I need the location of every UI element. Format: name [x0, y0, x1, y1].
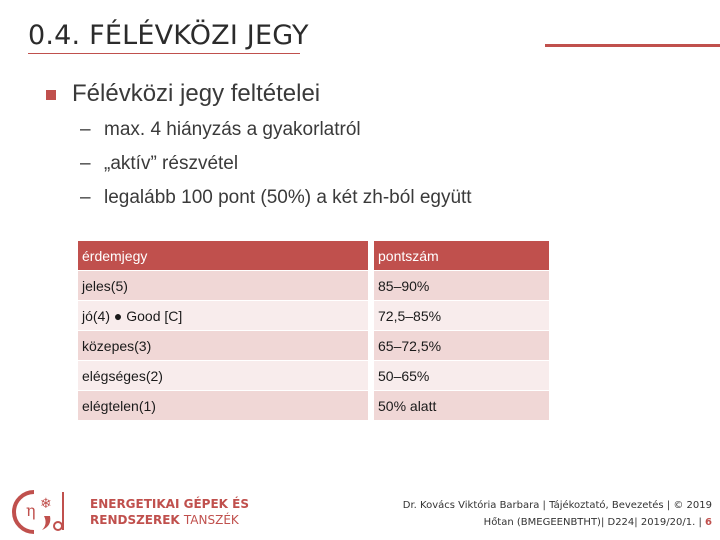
logo-text [90, 496, 249, 528]
subbullet-text: max. 4 hiányzás a gyakorlatról [104, 119, 361, 140]
logo-line-2b: TANSZÉK [183, 513, 239, 527]
svg-text:η: η [26, 501, 36, 520]
slide-title: 0.4. FÉLÉVKÖZI JEGY [28, 20, 309, 51]
points-cell: 85–90% [371, 271, 549, 301]
table-row [78, 361, 549, 391]
footer-line-2 [403, 514, 712, 531]
dash-icon: – [80, 153, 91, 174]
table-row [78, 301, 549, 331]
subbullet-text: „aktív” részvétel [104, 153, 239, 174]
table-row [78, 331, 549, 361]
logo-line-2 [90, 512, 249, 528]
points-cell: 65–72,5% [371, 331, 549, 361]
square-bullet-icon [46, 90, 56, 100]
table-row [78, 391, 549, 421]
dash-icon: – [80, 119, 91, 140]
footer-line-1: Dr. Kovács Viktória Barbara | Tájékoztató, Bevezetés | © 2019 [402, 500, 712, 511]
footer [403, 497, 712, 531]
main-bullet-text: Félévközi jegy feltételei [72, 80, 321, 107]
subbullet-item [80, 119, 361, 141]
grade-cell: jó(4) ● Good [C] [78, 301, 371, 331]
grade-cell: jeles(5) [78, 271, 371, 301]
dash-icon: – [80, 187, 91, 208]
points-cell: 50–65% [371, 361, 549, 391]
header-cell-grade: érdemjegy [78, 241, 371, 271]
svg-text:❄: ❄ [40, 496, 52, 512]
title-underline [28, 53, 300, 54]
table-row [78, 271, 549, 301]
logo-line-1: ENERGETIKAI GÉPEK ÉS [90, 497, 249, 511]
grade-cell: elégtelen(1) [78, 391, 371, 421]
points-cell: 50% alatt [371, 391, 549, 421]
header-cell-points: pontszám [371, 241, 549, 271]
page-number: 6 [705, 517, 712, 528]
table-header-row [78, 241, 549, 271]
grade-cell: közepes(3) [78, 331, 371, 361]
subbullet-item [80, 187, 472, 209]
points-cell: 72,5–85% [371, 301, 549, 331]
grade-cell: elégséges(2) [78, 361, 371, 391]
logo-line-2a: RENDSZEREK [90, 513, 180, 527]
subbullet-item [80, 153, 238, 175]
footer-course: Hőtan (BMEGEENBTHT)| D224| 2019/20/1. | [483, 517, 702, 528]
subbullet-text: legalább 100 pont (50%) a két zh-ból együtt [104, 187, 472, 208]
title-accent-bar [545, 44, 720, 47]
grades-table [78, 241, 549, 421]
